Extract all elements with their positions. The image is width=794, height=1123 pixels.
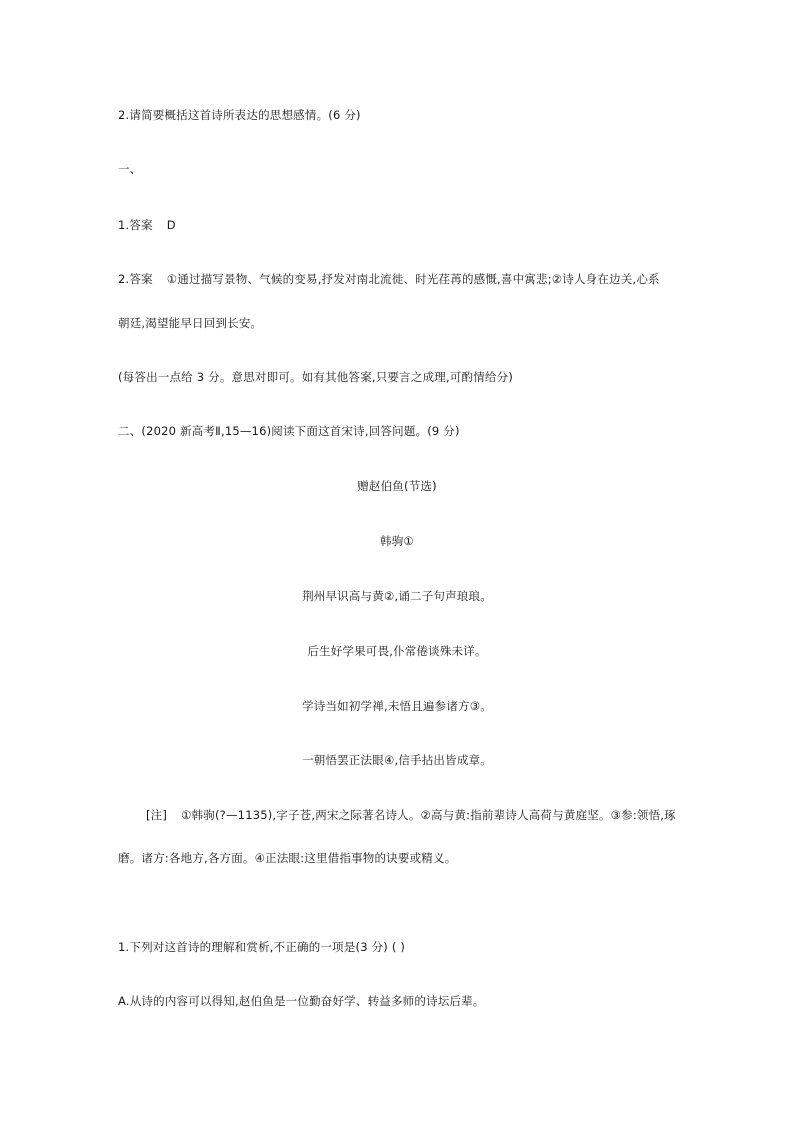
- poem-line: 后生好学果可畏,仆常倦谈殊未详。: [307, 644, 487, 658]
- grading-note: (每答出一点给 3 分。意思对即可。如有其他答案,只要言之成理,可酌情给分): [118, 370, 514, 384]
- poem-line: 荆州早识高与黄②,诵二子句声琅琅。: [302, 589, 492, 603]
- question-1-option-a: A.从诗的内容可以得知,赵伯鱼是一位勤奋好学、转益多师的诗坛后辈。: [118, 994, 485, 1008]
- answer-1-label: 1.答案: [118, 218, 153, 232]
- answer-2-line-2: 朝廷,渴望能早日回到长安。: [118, 316, 263, 330]
- answer-2-line-1: [118, 273, 660, 287]
- section-2-header: 二、(2020 新高考Ⅱ,15—16)阅读下面这首宋诗,回答问题。(9 分): [118, 424, 460, 438]
- notes-line-2: 磨。诸方:各地方,各方面。④正法眼:这里借指事物的诀要或精义。: [118, 851, 457, 865]
- poem-line: 一朝悟罢正法眼④,信手拈出皆成章。: [302, 753, 492, 767]
- answer-1: [118, 219, 176, 233]
- question-1-prompt: 1.下列对这首诗的理解和赏析,不正确的一项是(3 分) ( ): [118, 940, 406, 954]
- answer-2-label: 2.答案: [118, 272, 153, 286]
- notes-line-1: [146, 809, 676, 823]
- answer-1-value: D: [166, 218, 176, 232]
- notes-text-1: ①韩驹(?—1135),字子苍,两宋之际著名诗人。②高与黄:指前辈诗人高荷与黄庭坚。③参:领悟,琢: [181, 808, 676, 822]
- poem-line: 学诗当如初学禅,未悟且遍参诸方③。: [302, 699, 492, 713]
- section-1-marker: 一、: [118, 162, 142, 176]
- answer-2-text-1: ①通过描写景物、气候的变易,抒发对南北流徙、时光荏苒的感慨,喜中寓悲;②诗人身在边关,心系: [166, 272, 660, 286]
- question-2-prompt: 2.请简要概括这首诗所表达的思想感情。(6 分): [118, 108, 361, 122]
- poem-title: 赠赵伯鱼(节选): [357, 479, 437, 493]
- poem-author: 韩驹①: [380, 534, 414, 548]
- notes-label: [注]: [146, 808, 168, 822]
